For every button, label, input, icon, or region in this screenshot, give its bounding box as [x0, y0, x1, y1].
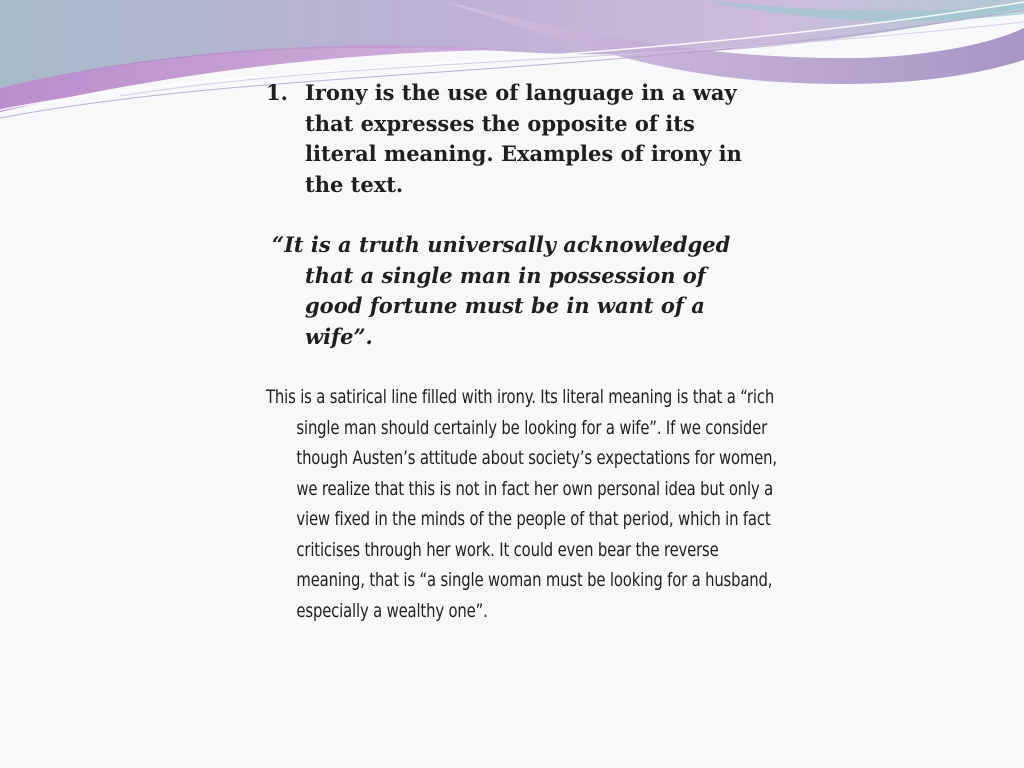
numbered-point [266, 78, 766, 200]
novel-quote: “It is a truth universally acknowledged that a single man in possession of good fortune must be in want of a wife”. [272, 232, 731, 349]
explanation-paragraph: This is a satirical line filled with irony. Its literal meaning is that a “rich single man should certainly be looking for a wife”. If we consider though Austen’s attitude about society’s expectations for women, we realize that this is not in fact her own personal idea but only a view fixed in the minds of the people of that period, which in fact criticises through her work. It could even bear the reverse meaning, that is “a single woman must be looking for a husband, especially a wealthy one”. [266, 386, 777, 622]
point-number: 1. [266, 80, 288, 105]
slide-content [266, 78, 777, 626]
point-text: Irony is the use of language in a way that expresses the opposite of its literal meaning. Examples of irony in the text. [305, 80, 742, 197]
